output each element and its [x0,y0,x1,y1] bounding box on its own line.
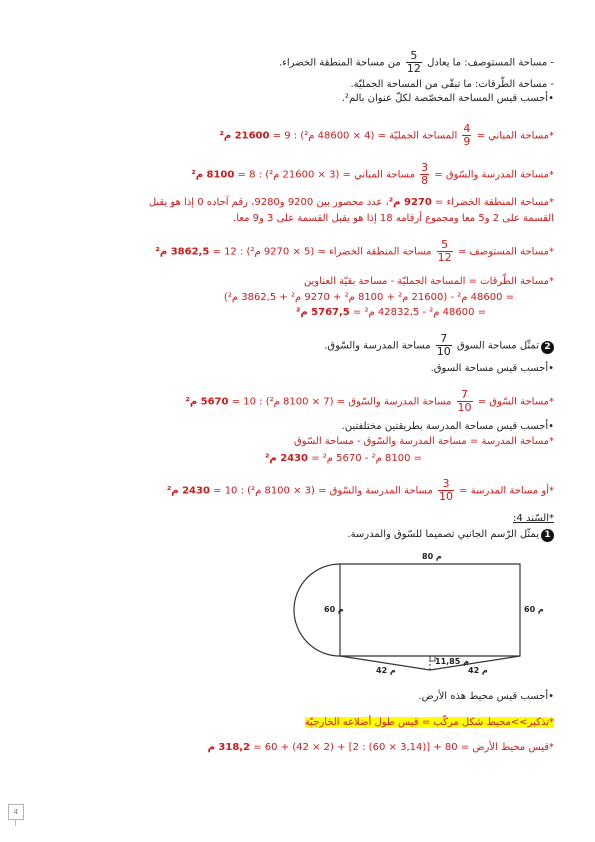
calc-school-alt [60,478,554,503]
result: 9270 م² [388,197,432,208]
text: مساحة المباني = (3 × 21600 م²) : 8 = [234,169,419,181]
statement-market [60,333,554,358]
text: *مساحة المستوصف = [454,246,554,258]
calc-roads-def: *مساحة الطّرقات = المساحة الجمليّة - مساحة بقيّة العناوين [304,276,554,287]
fraction [437,239,453,264]
text: مساحة المدرسة والسّوق = (3 × 8100 م²) : 10 = [209,485,436,497]
calc-roads-step2 [60,306,486,320]
statement-figure [60,528,554,542]
text: *أو مساحة المدرسة = [456,485,554,497]
numerator: 7 [457,389,473,402]
denominator: 10 [457,401,472,414]
denominator: 10 [439,490,453,503]
result: 21600 م² [219,130,270,142]
calc-school-step [60,452,422,466]
calc-buildings [60,123,554,148]
numerator: 5 [406,50,422,63]
text: مساحة المدرسة والسّوق = (7 × 8100 م²) : 10 = [228,396,455,408]
reminder [60,716,554,730]
denominator: 8 [421,174,429,187]
green-area-line [60,196,554,210]
result: 5670 م² [185,396,229,408]
text: = 8100 م² - 5670 م² = [308,453,422,464]
instruction-market: •أحسب قيس مساحة السوق. [430,363,554,374]
numerator: 3 [421,161,429,174]
page-marker [15,819,16,826]
reminder-highlight: *تذكير>>محيط شكل مركّب = قيس طول أضلاعه الخارجيّة [304,717,554,728]
numerator: 3 [438,478,454,491]
fraction [406,50,422,75]
result: 2430 م² [166,485,210,497]
sentence-dispensary [60,50,554,75]
text: *مساحة المنطقة الخضراء = [431,197,554,208]
numerator: 7 [436,333,452,346]
text: مساحة المنطقة الخضراء = (5 × 9270 م²) : 12 = [209,246,435,258]
denominator: 12 [406,62,421,75]
label-top: 80 م [422,552,442,561]
calc-perimeter [60,741,554,755]
fraction [436,333,452,358]
fraction [457,389,473,414]
composite-shape-svg [280,548,560,688]
calc-school-def: *مساحة المدرسة = مساحة المدرسة والسّوق - مساحة السّوق [293,436,554,447]
fraction [420,162,429,187]
denominator: 9 [463,135,471,148]
label-left: 60 م [324,605,344,614]
green-area-explanation: القسمة على 2 و5 معا ومجموع أرقامه 18 إذا هو يقبل القسمة على 3 و9 معا. [233,213,554,224]
sentence-roads: - مساحة الطّرقات: ما تبقّى من المساحة الجمليّة. [350,79,554,90]
result: 318,2 م [207,742,251,753]
result: 3862,5 م² [155,246,210,258]
numerator: 5 [437,239,453,252]
number-badge: 1 [541,529,554,542]
text: تمثّل مساحة السوق [453,340,539,352]
text: مساحة المدرسة والسّوق. [324,340,434,352]
text: = 48600 م² - 42832,5 م² = [349,307,486,318]
instruction-perimeter: •أحسب قيس محيط هذه الأرض. [418,691,554,702]
instruction-compute: •أحسب قيس المساحة المخصّصة لكلّ عنوان بالم². [341,93,554,104]
label-bottom-right: 42 م [468,666,488,675]
denominator: 10 [436,345,451,358]
calc-market [60,389,554,414]
section-title: *السّند 4: [513,513,554,524]
label-right: 60 م [524,605,544,614]
text: من مساحة المنطقة الخضراء. [278,57,404,69]
instruction-school: •أحسب قيس مساحة المدرسة بطريقتين مختلفتين. [341,421,554,432]
result: 5767,5 م² [295,307,350,318]
text: *مساحة السّوق = [474,396,554,408]
text: المساحة الجمليّة = (4 × 48600 م²) : 9 = [269,130,461,142]
number-badge: 2 [541,341,554,354]
text: *مساحة المباني = [473,130,554,142]
numerator: 4 [463,122,471,135]
calc-school-market [60,162,554,187]
fraction [462,123,471,148]
fraction [438,478,454,503]
result: 8100 م² [191,169,235,181]
result: 2430 م² [264,453,309,464]
text: يمثّل الرّسم الجانبي تصميما للسّوق والمدرسة. [347,529,539,540]
text: *مساحة المدرسة والسّوق = [431,169,554,181]
text: ، عدد محصور بين 9200 و9280، رقم آحاده 0 إذا هو يقبل [148,197,389,208]
label-height: 11,85 م [435,657,469,666]
denominator: 12 [437,251,452,264]
text: *قيس محيط الأرض = 80 + [(3,14 × 60) : 2] + (2 × 42) + 60 = [250,742,554,753]
page-number: 4 [8,804,24,820]
composite-shape-figure [280,548,560,688]
calc-dispensary [60,239,554,264]
calc-roads-step1: = 48600 م² - (21600 م² + 8100 م² + 9270 م² + 3862,5 م²) [223,292,514,303]
text: - مساحة المستوصف: ما يعادل [423,57,554,69]
label-bottom-left: 42 م [376,666,396,675]
